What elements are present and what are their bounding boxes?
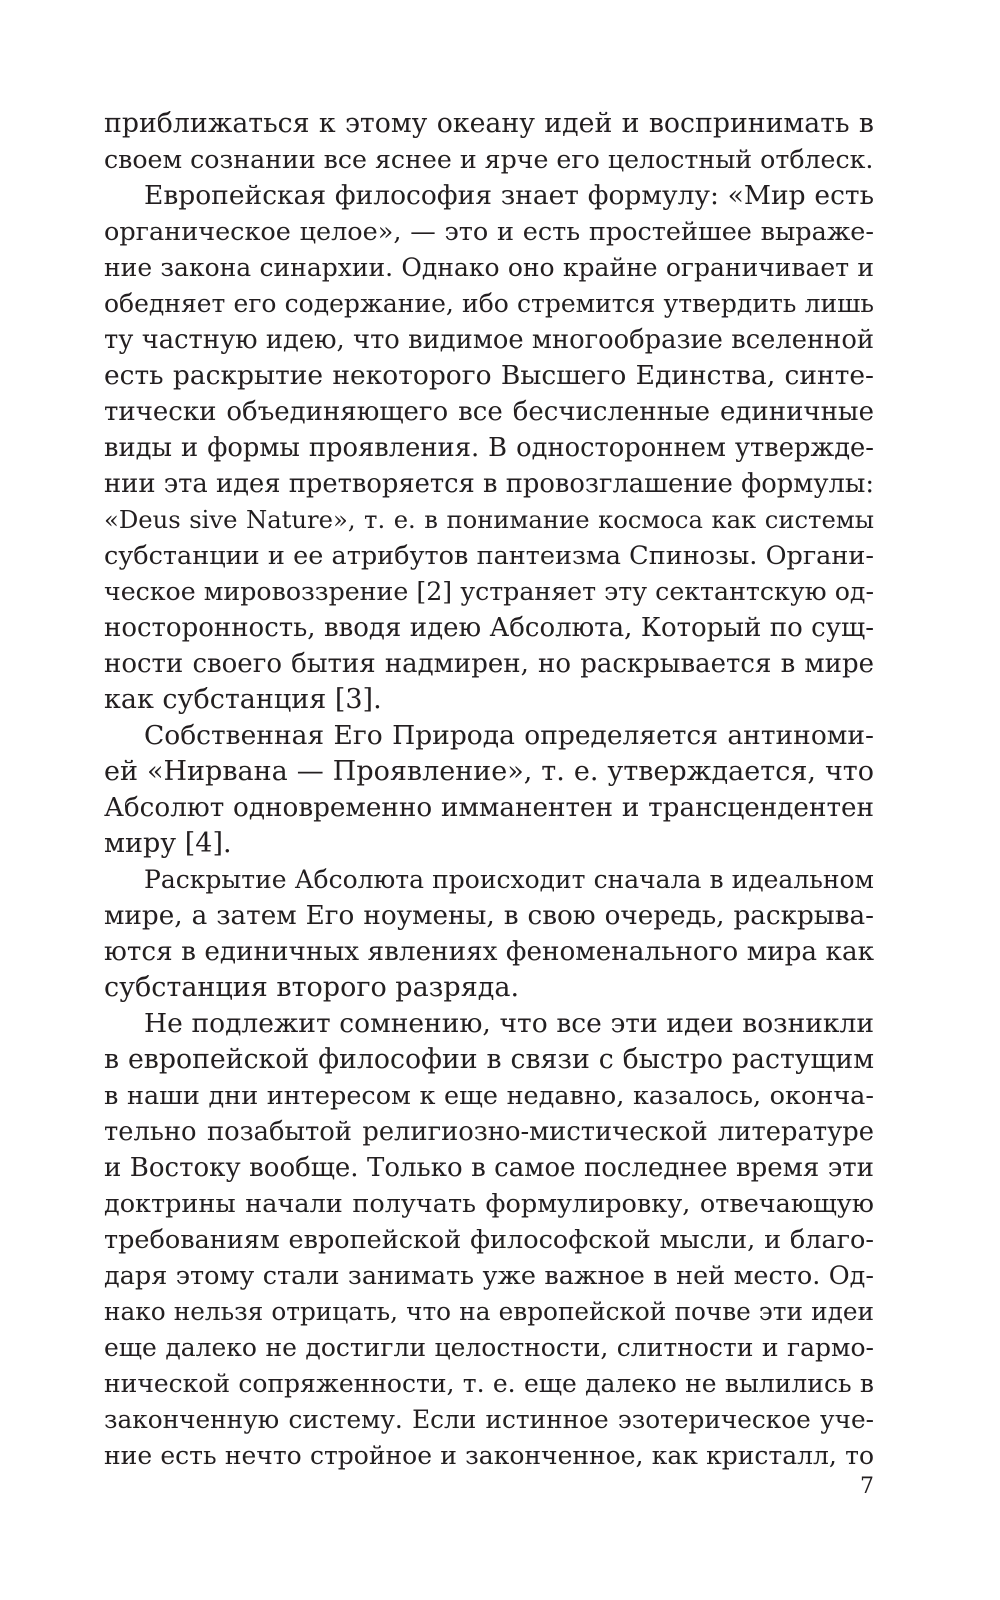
text-line: ности своего бытия надмирен, но раскрывается в мире	[104, 649, 874, 679]
text-line: как субстанция [3].	[104, 684, 382, 715]
text-line: нако нельзя отрицать, что на европейской почве эти идеи	[104, 1297, 874, 1326]
text-line: ческое мировоззрение [2] устраняет эту сектантскую од-	[104, 577, 874, 606]
text-line: ются в единичных явлениях феноменального мира как	[104, 937, 874, 967]
text-line: ние закона синархии. Однако оно крайне ограничивает и	[104, 253, 874, 282]
text-line: нии эта идея претворяется в провозглашение формулы:	[104, 469, 874, 499]
text-line: законченную систему. Если истинное эзотерическое уче-	[104, 1405, 874, 1434]
text-line: тически объединяющего все бесчисленные единичные	[104, 397, 874, 427]
text-line: нической сопряженности, т. е. еще далеко не вылились в	[104, 1369, 874, 1398]
text-line: мире, а затем Его ноумены, в свою очередь, раскрыва-	[104, 901, 874, 931]
text-line: доктрины начали получать формулировку, отвечающую	[104, 1189, 874, 1219]
text-line: миру [4].	[104, 828, 232, 859]
text-line: ту частную идею, что видимое многообразие вселенной	[104, 325, 874, 355]
text-line: своем сознании все яснее и ярче его целостный отблеск.	[104, 145, 874, 174]
text-line: носторонность, вводя идею Абсолюта, Который по сущ-	[104, 613, 874, 643]
text-line: обедняет его содержание, ибо стремится утвердить лишь	[104, 289, 874, 318]
text-line: субстанции и ее атрибутов пантеизма Спинозы. Органи-	[104, 541, 874, 571]
text-line: органическое целое», — это и есть простейшее выраже-	[104, 217, 874, 247]
text-line: есть раскрытие некоторого Высшего Единства, синте-	[104, 360, 874, 391]
text-line: ей «Нирвана — Проявление», т. е. утверждается, что	[104, 756, 874, 787]
text-line: в европейской философии в связи с быстро растущим	[104, 1044, 874, 1075]
text-line: виды и формы проявления. В одностороннем утвержде-	[104, 433, 874, 463]
text-line: субстанция второго разряда.	[104, 972, 520, 1003]
text-line: Европейская философия знает формулу: «Мир есть	[144, 180, 874, 211]
page-number: 7	[860, 1474, 874, 1499]
text-line: Не подлежит сомнению, что все эти идеи возникли	[144, 1008, 874, 1039]
text-line: Абсолют одновременно имманентен и трансцендентен	[104, 793, 874, 823]
text-line: еще далеко не достигли целостности, слитности и гармо-	[104, 1333, 874, 1362]
text-line: ние есть нечто стройное и законченное, как кристалл, то	[104, 1441, 874, 1470]
text-line: тельно позабытой религиозно-мистической литературе	[104, 1117, 874, 1147]
text-line: даря этому стали занимать уже важное в ней место. Од-	[104, 1261, 874, 1291]
text-line: «Deus sive Nature», т. е. в понимание космоса как системы	[104, 505, 874, 534]
text-line: Раскрытие Абсолюта происходит сначала в идеальном	[144, 865, 874, 894]
text-line: и Востоку вообще. Только в самое последнее время эти	[104, 1153, 874, 1183]
text-line: требованиям европейской философской мысли, и благо-	[104, 1225, 874, 1255]
text-line: Собственная Его Природа определяется антиноми-	[144, 720, 874, 751]
text-line: в наши дни интересом к еще недавно, казалось, оконча-	[104, 1081, 874, 1111]
text-line: приближаться к этому океану идей и воспринимать в	[104, 108, 874, 139]
body-text	[104, 106, 874, 1474]
